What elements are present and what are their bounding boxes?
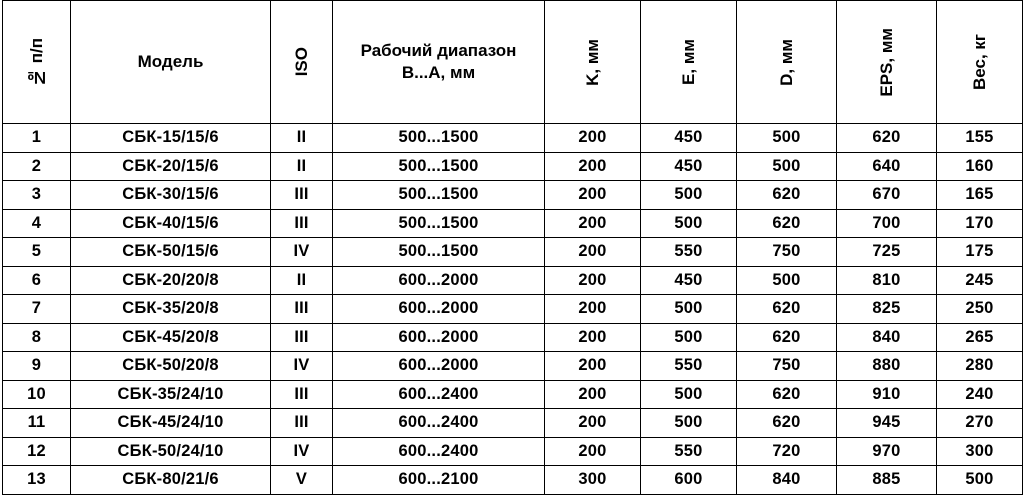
cell-d: 720 <box>737 437 837 466</box>
cell-model: СБК-20/20/8 <box>71 266 271 295</box>
cell-iso: III <box>271 181 333 210</box>
cell-d: 750 <box>737 352 837 381</box>
table-row <box>3 437 1023 466</box>
cell-model: СБК-15/15/6 <box>71 124 271 153</box>
cell-weight: 270 <box>937 409 1023 438</box>
cell-weight: 160 <box>937 152 1023 181</box>
cell-eps: 945 <box>837 409 937 438</box>
cell-e: 500 <box>641 409 737 438</box>
cell-e: 600 <box>641 466 737 495</box>
cell-eps: 825 <box>837 295 937 324</box>
cell-model: СБК-45/24/10 <box>71 409 271 438</box>
cell-working-range: 600...2400 <box>333 437 545 466</box>
cell-number: 12 <box>3 437 71 466</box>
cell-model: СБК-40/15/6 <box>71 209 271 238</box>
cell-eps: 725 <box>837 238 937 267</box>
table-row <box>3 181 1023 210</box>
cell-working-range: 600...2000 <box>333 323 545 352</box>
cell-model: СБК-50/15/6 <box>71 238 271 267</box>
cell-eps: 840 <box>837 323 937 352</box>
cell-weight: 165 <box>937 181 1023 210</box>
cell-eps: 670 <box>837 181 937 210</box>
cell-iso: IV <box>271 352 333 381</box>
cell-e: 500 <box>641 209 737 238</box>
cell-eps: 700 <box>837 209 937 238</box>
cell-e: 550 <box>641 352 737 381</box>
cell-e: 500 <box>641 181 737 210</box>
table-row <box>3 466 1023 495</box>
table-row <box>3 295 1023 324</box>
specifications-table <box>2 0 1023 495</box>
cell-eps: 620 <box>837 124 937 153</box>
cell-d: 620 <box>737 380 837 409</box>
cell-d: 500 <box>737 152 837 181</box>
cell-d: 620 <box>737 209 837 238</box>
table-row <box>3 409 1023 438</box>
cell-number: 10 <box>3 380 71 409</box>
cell-k: 200 <box>545 266 641 295</box>
cell-number: 1 <box>3 124 71 153</box>
cell-k: 200 <box>545 124 641 153</box>
cell-eps: 885 <box>837 466 937 495</box>
cell-k: 200 <box>545 238 641 267</box>
cell-k: 200 <box>545 323 641 352</box>
cell-model: СБК-50/20/8 <box>71 352 271 381</box>
cell-e: 500 <box>641 323 737 352</box>
cell-iso: III <box>271 295 333 324</box>
column-header-k <box>545 1 641 124</box>
cell-e: 550 <box>641 437 737 466</box>
table-header <box>3 1 1023 124</box>
column-header-model <box>71 1 271 124</box>
column-header-number <box>3 1 71 124</box>
cell-d: 840 <box>737 466 837 495</box>
cell-weight: 265 <box>937 323 1023 352</box>
cell-iso: III <box>271 409 333 438</box>
cell-number: 5 <box>3 238 71 267</box>
column-header-weight <box>937 1 1023 124</box>
cell-d: 620 <box>737 181 837 210</box>
table-row <box>3 124 1023 153</box>
table-row <box>3 352 1023 381</box>
cell-iso: III <box>271 209 333 238</box>
cell-number: 9 <box>3 352 71 381</box>
cell-number: 3 <box>3 181 71 210</box>
cell-number: 8 <box>3 323 71 352</box>
table-row <box>3 266 1023 295</box>
cell-k: 300 <box>545 466 641 495</box>
table-row <box>3 380 1023 409</box>
cell-model: СБК-80/21/6 <box>71 466 271 495</box>
cell-model: СБК-45/20/8 <box>71 323 271 352</box>
cell-weight: 300 <box>937 437 1023 466</box>
column-header-iso <box>271 1 333 124</box>
cell-working-range: 600...2000 <box>333 295 545 324</box>
cell-working-range: 600...2000 <box>333 352 545 381</box>
cell-weight: 175 <box>937 238 1023 267</box>
cell-eps: 880 <box>837 352 937 381</box>
column-header-k-label: K, мм <box>583 38 602 86</box>
cell-weight: 280 <box>937 352 1023 381</box>
cell-eps: 970 <box>837 437 937 466</box>
column-header-e <box>641 1 737 124</box>
cell-number: 13 <box>3 466 71 495</box>
table-header-row <box>3 1 1023 124</box>
table-row <box>3 209 1023 238</box>
cell-working-range: 500...1500 <box>333 181 545 210</box>
cell-weight: 155 <box>937 124 1023 153</box>
cell-working-range: 600...2000 <box>333 266 545 295</box>
column-header-working-range <box>333 1 545 124</box>
cell-number: 7 <box>3 295 71 324</box>
column-header-weight-label: Вес, кг <box>970 34 989 90</box>
cell-working-range: 500...1500 <box>333 152 545 181</box>
column-header-e-label: E, мм <box>679 39 698 85</box>
cell-iso: IV <box>271 437 333 466</box>
cell-working-range: 500...1500 <box>333 124 545 153</box>
cell-eps: 910 <box>837 380 937 409</box>
column-header-eps <box>837 1 937 124</box>
cell-number: 6 <box>3 266 71 295</box>
cell-e: 450 <box>641 124 737 153</box>
table-row <box>3 323 1023 352</box>
cell-iso: II <box>271 152 333 181</box>
cell-working-range: 600...2400 <box>333 380 545 409</box>
column-header-number-label: № п/п <box>27 37 46 87</box>
cell-iso: II <box>271 266 333 295</box>
cell-model: СБК-50/24/10 <box>71 437 271 466</box>
table-row <box>3 238 1023 267</box>
cell-d: 620 <box>737 295 837 324</box>
cell-iso: III <box>271 380 333 409</box>
cell-e: 450 <box>641 266 737 295</box>
cell-working-range: 600...2400 <box>333 409 545 438</box>
cell-d: 750 <box>737 238 837 267</box>
cell-e: 500 <box>641 295 737 324</box>
column-header-iso-label: ISO <box>292 47 311 77</box>
cell-model: СБК-30/15/6 <box>71 181 271 210</box>
cell-model: СБК-20/15/6 <box>71 152 271 181</box>
column-header-working-range-label: Рабочий диапазон B...A, мм <box>360 40 517 82</box>
cell-working-range: 500...1500 <box>333 209 545 238</box>
table-body <box>3 124 1023 495</box>
cell-number: 2 <box>3 152 71 181</box>
cell-weight: 240 <box>937 380 1023 409</box>
cell-working-range: 500...1500 <box>333 238 545 267</box>
cell-d: 500 <box>737 124 837 153</box>
cell-weight: 170 <box>937 209 1023 238</box>
cell-eps: 640 <box>837 152 937 181</box>
column-header-d-label: D, мм <box>777 38 796 86</box>
cell-d: 620 <box>737 323 837 352</box>
cell-d: 500 <box>737 266 837 295</box>
cell-iso: IV <box>271 238 333 267</box>
cell-model: СБК-35/24/10 <box>71 380 271 409</box>
cell-weight: 500 <box>937 466 1023 495</box>
column-header-d <box>737 1 837 124</box>
cell-iso: II <box>271 124 333 153</box>
table-row <box>3 152 1023 181</box>
cell-weight: 250 <box>937 295 1023 324</box>
cell-model: СБК-35/20/8 <box>71 295 271 324</box>
cell-k: 200 <box>545 295 641 324</box>
cell-eps: 810 <box>837 266 937 295</box>
cell-k: 200 <box>545 380 641 409</box>
cell-k: 200 <box>545 209 641 238</box>
column-header-eps-label: EPS, мм <box>877 27 896 97</box>
cell-working-range: 600...2100 <box>333 466 545 495</box>
cell-e: 550 <box>641 238 737 267</box>
cell-k: 200 <box>545 409 641 438</box>
column-header-model-label: Модель <box>137 51 204 71</box>
cell-number: 11 <box>3 409 71 438</box>
cell-iso: III <box>271 323 333 352</box>
cell-weight: 245 <box>937 266 1023 295</box>
cell-iso: V <box>271 466 333 495</box>
cell-e: 500 <box>641 380 737 409</box>
cell-number: 4 <box>3 209 71 238</box>
cell-k: 200 <box>545 437 641 466</box>
cell-k: 200 <box>545 352 641 381</box>
cell-k: 200 <box>545 152 641 181</box>
cell-k: 200 <box>545 181 641 210</box>
cell-e: 450 <box>641 152 737 181</box>
cell-d: 620 <box>737 409 837 438</box>
